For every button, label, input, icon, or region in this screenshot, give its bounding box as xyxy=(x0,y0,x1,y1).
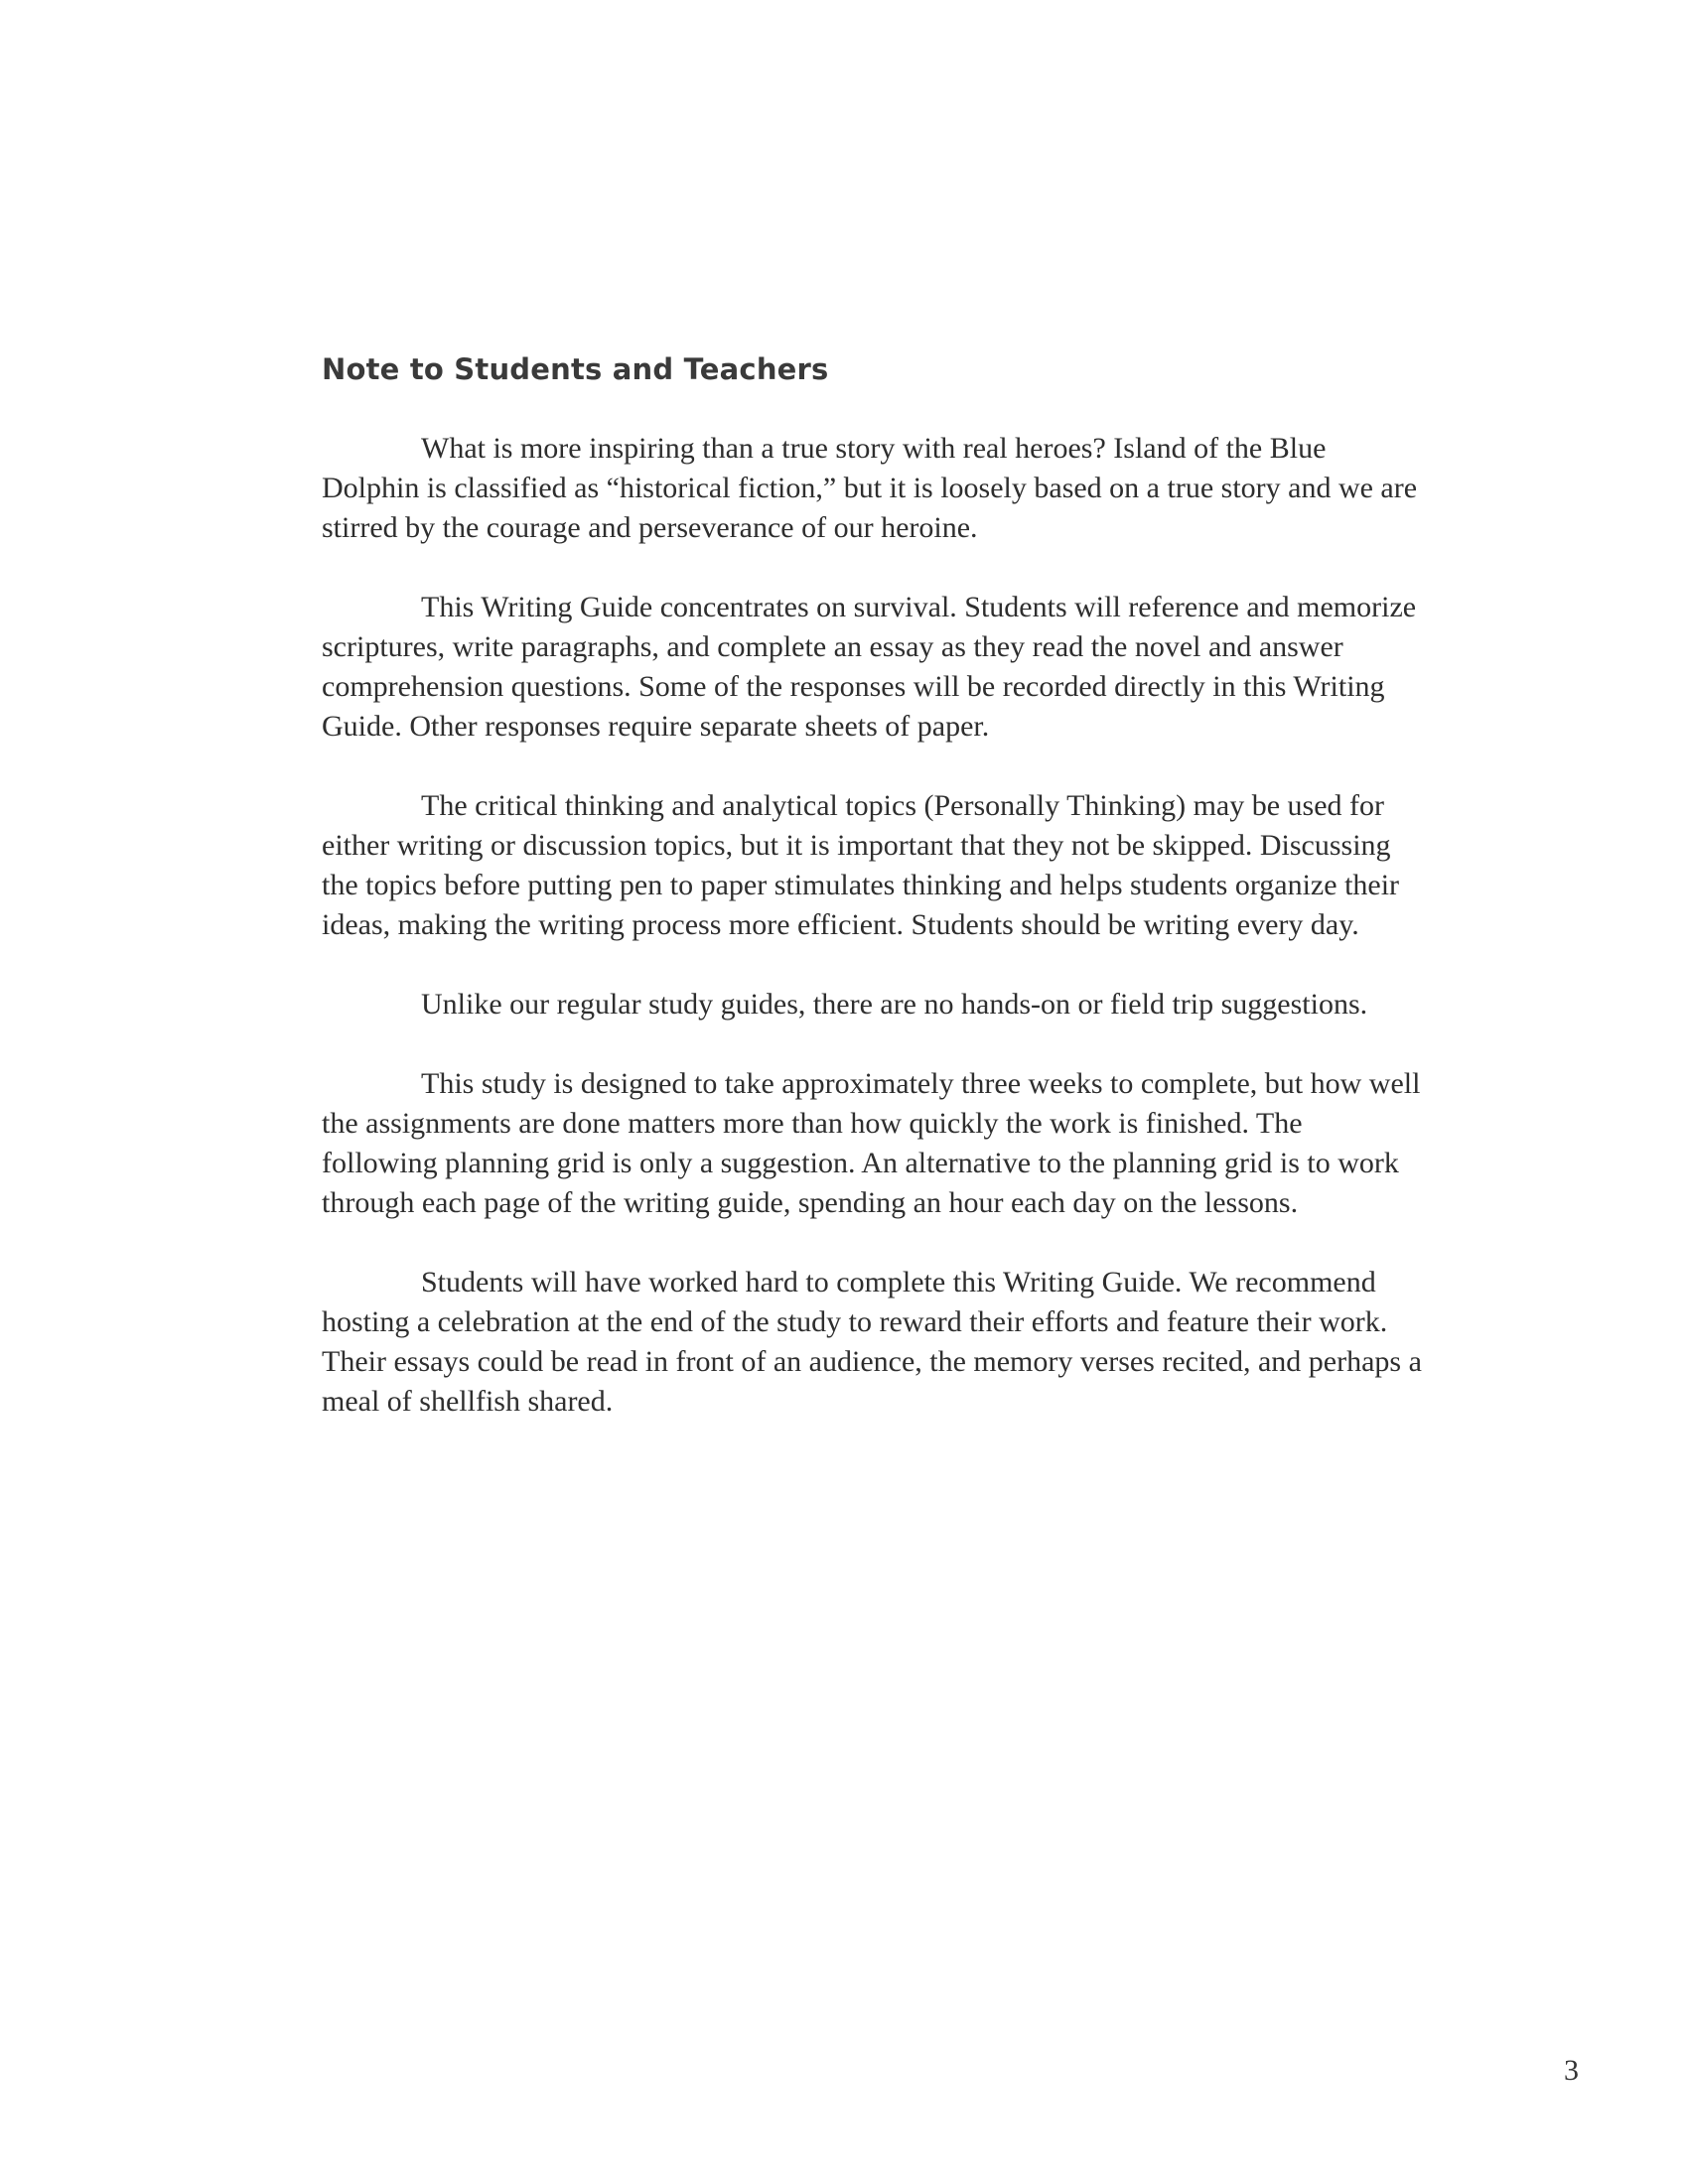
paragraph-critical-thinking: The critical thinking and analytical topics (Personally Thinking) may be used for either writing or discussion topics, but it is important that they not be skipped. Discussing the topics before putting pen to paper stimulates thinking and helps students organize their ideas, making the writing process more efficient. Students should be writing every day. xyxy=(322,789,1400,941)
section-heading: Note to Students and Teachers xyxy=(322,352,829,386)
body-text xyxy=(322,429,1424,1461)
paragraph-field-trip: Unlike our regular study guides, there are no hands-on or field trip suggestions. xyxy=(421,988,1368,1021)
page-number: 3 xyxy=(1564,2054,1579,2087)
paragraph-celebration: Students will have worked hard to complete this Writing Guide. We recommend hosting a celebration at the end of the study to reward their efforts and feature their work. Their essays could be read in front of an audience, the memory verses recited, and perhaps a meal of shellfish shared. xyxy=(322,1266,1422,1418)
paragraph-intro: What is more inspiring than a true story with real heroes? Island of the Blue Dolphin is classified as “historical fiction,” but it is loosely based on a true story and we are stirred by the courage and perseverance of our heroine. xyxy=(322,432,1418,544)
paragraph-schedule: This study is designed to take approximately three weeks to complete, but how well the assignments are done matters more than how quickly the work is finished. The following planning grid is only a suggestion. An alternative to the planning grid is to work through each page of the writing guide, spending an hour each day on the lessons. xyxy=(322,1067,1421,1219)
paragraph-writing-guide: This Writing Guide concentrates on survival. Students will reference and memorize scriptures, write paragraphs, and complete an essay as they read the novel and answer comprehension questions. Some of the responses will be recorded directly in this Writing Guide. Other responses require separate sheets of paper. xyxy=(322,591,1417,743)
